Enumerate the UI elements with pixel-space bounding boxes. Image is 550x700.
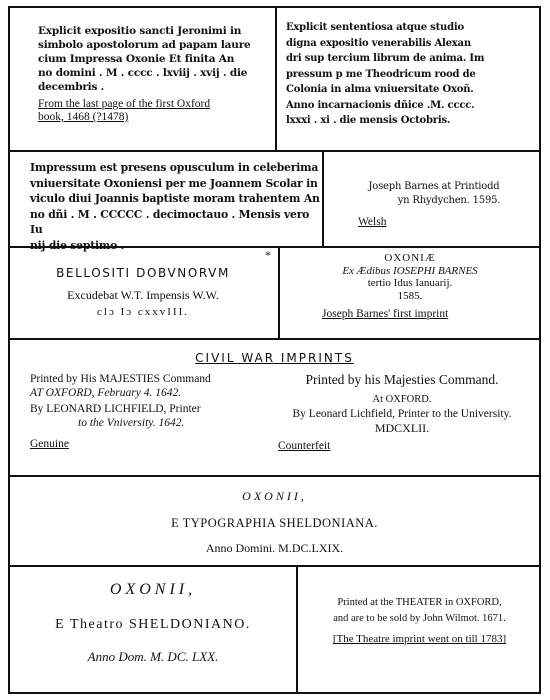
imprint-joseph-barnes-first — [282, 252, 538, 336]
text-line: dri sup tercium librum de anima. Im — [286, 53, 485, 64]
imprint-title: BELLOSITI DOBVNORVM — [56, 266, 230, 280]
caption: Joseph Barnes' first imprint — [322, 308, 449, 320]
divider — [275, 8, 277, 150]
imprint-plate — [8, 6, 541, 694]
imprint-counterfeit — [268, 372, 536, 472]
imprint-bellositi-dobunorum — [10, 248, 276, 336]
imprint-text — [330, 180, 538, 208]
text-line: yn Rhydychen. 1595. — [397, 195, 501, 206]
text-line: At OXFORD. — [372, 394, 432, 405]
text-line: no domini . M . cccc . lxviij . xvij . die — [38, 67, 248, 79]
text-line: viculo diui Joannis baptiste moram trahentem An — [30, 192, 320, 205]
divider — [322, 150, 324, 246]
text-line: no dñi . M . CCCCC . decimoctauo . Mensis vero Iu — [30, 207, 310, 236]
divider — [296, 565, 298, 694]
text-line: Anno Domini. M.DC.LXIX. — [205, 541, 344, 555]
caption: Welsh — [358, 216, 387, 228]
caption-line: book, 1468 (?1478) — [38, 111, 129, 123]
asterisk-mark: * — [265, 248, 271, 262]
caption: Genuine — [30, 438, 69, 450]
imprint-text — [38, 24, 274, 94]
text-line: nij die septimo . — [30, 238, 125, 252]
section-heading-text: CIVIL WAR IMPRINTS — [195, 351, 354, 365]
text-line: OXONIÆ — [384, 252, 436, 264]
text-line: pressum p me Theodricum rood de — [286, 68, 476, 80]
text-line: tertio Idus Ianuarij. — [367, 277, 453, 289]
text-line: clɔ Iɔ cxxvIII. — [97, 306, 189, 318]
imprint-welsh — [330, 180, 538, 244]
caption: [The Theatre imprint went on till 1783] — [332, 633, 507, 645]
text-line: Printed by His MAJESTIES Command — [30, 373, 211, 385]
caption — [38, 98, 274, 124]
caption-line: From the last page of the first Oxford — [38, 98, 211, 110]
text-line: to the Vniversity. 1642. — [78, 417, 185, 429]
text-line: Joseph Barnes at Printiodd — [368, 181, 500, 192]
imprint-theater-oxford — [300, 567, 539, 692]
text-line: Colonia in alma vniuersitate Oxoñ. — [286, 84, 474, 95]
imprint-text — [30, 160, 322, 253]
imprint-joannes-scolar — [30, 160, 322, 252]
text-line: and are to be sold by John Wilmot. 1671. — [333, 613, 506, 624]
text-line: Explicit sententiosa atque studio — [286, 22, 464, 33]
text-line: simbolo apostolorum ad papam laure — [38, 39, 251, 51]
text-line: Ex Ædibus IOSEPHI BARNES — [342, 264, 478, 277]
text-line: By LEONARD LICHFIELD, Printer — [30, 403, 201, 415]
imprint-typographia-sheldoniana — [10, 477, 539, 563]
imprint-text — [286, 20, 538, 129]
caption: Counterfeit — [278, 440, 331, 452]
text-line: vniuersitate Oxoniensi per me Joannem Scolar in — [30, 176, 318, 190]
imprint-alexander-de-anima — [286, 20, 538, 148]
text-line: digna expositio venerabilis Alexan — [286, 37, 471, 49]
divider — [278, 246, 280, 338]
text-line: Impressum est presens opusculum in celeberima — [30, 161, 319, 174]
imprint-first-oxford-book — [38, 24, 274, 148]
text-line: 1585. — [397, 289, 423, 302]
text-line: Excudebat W.T. Impensis W.W. — [67, 288, 219, 302]
text-line: Anno Dom. M. DC. LXX. — [87, 649, 219, 664]
text-line: Printed by his Majesties Command. — [305, 372, 499, 387]
text-line: decembris . — [38, 81, 105, 93]
imprint-genuine — [30, 372, 280, 472]
imprint-text — [282, 252, 538, 302]
section-heading — [10, 351, 539, 365]
text-line: Printed at the THEATER in OXFORD, — [337, 597, 502, 608]
text-line: OXONII, — [242, 489, 307, 503]
text-line: MDCXLII. — [374, 421, 430, 435]
text-line: Anno incarnacionis dñice .M. cccc. — [286, 99, 475, 111]
imprint-theatro-sheldoniano — [10, 567, 296, 692]
text-line: cium Impressa Oxonie Et finita An — [38, 53, 235, 65]
text-line: E Theatro SHELDONIANO. — [55, 617, 251, 632]
text-line: E TYPOGRAPHIA SHELDONIANA. — [171, 516, 378, 530]
civil-war-imprints — [10, 340, 539, 473]
text-line: AT OXFORD, February 4. 1642. — [30, 387, 182, 399]
text-line: By Leonard Lichfield, Printer to the University. — [292, 408, 512, 420]
divider — [10, 150, 539, 152]
imprint-text — [300, 595, 539, 627]
text-line: OXONII, — [109, 581, 197, 598]
text-line: Explicit expositio sancti Jeronimi in — [38, 25, 242, 37]
text-line: lxxxi . xi . die mensis Octobris. — [286, 115, 451, 126]
